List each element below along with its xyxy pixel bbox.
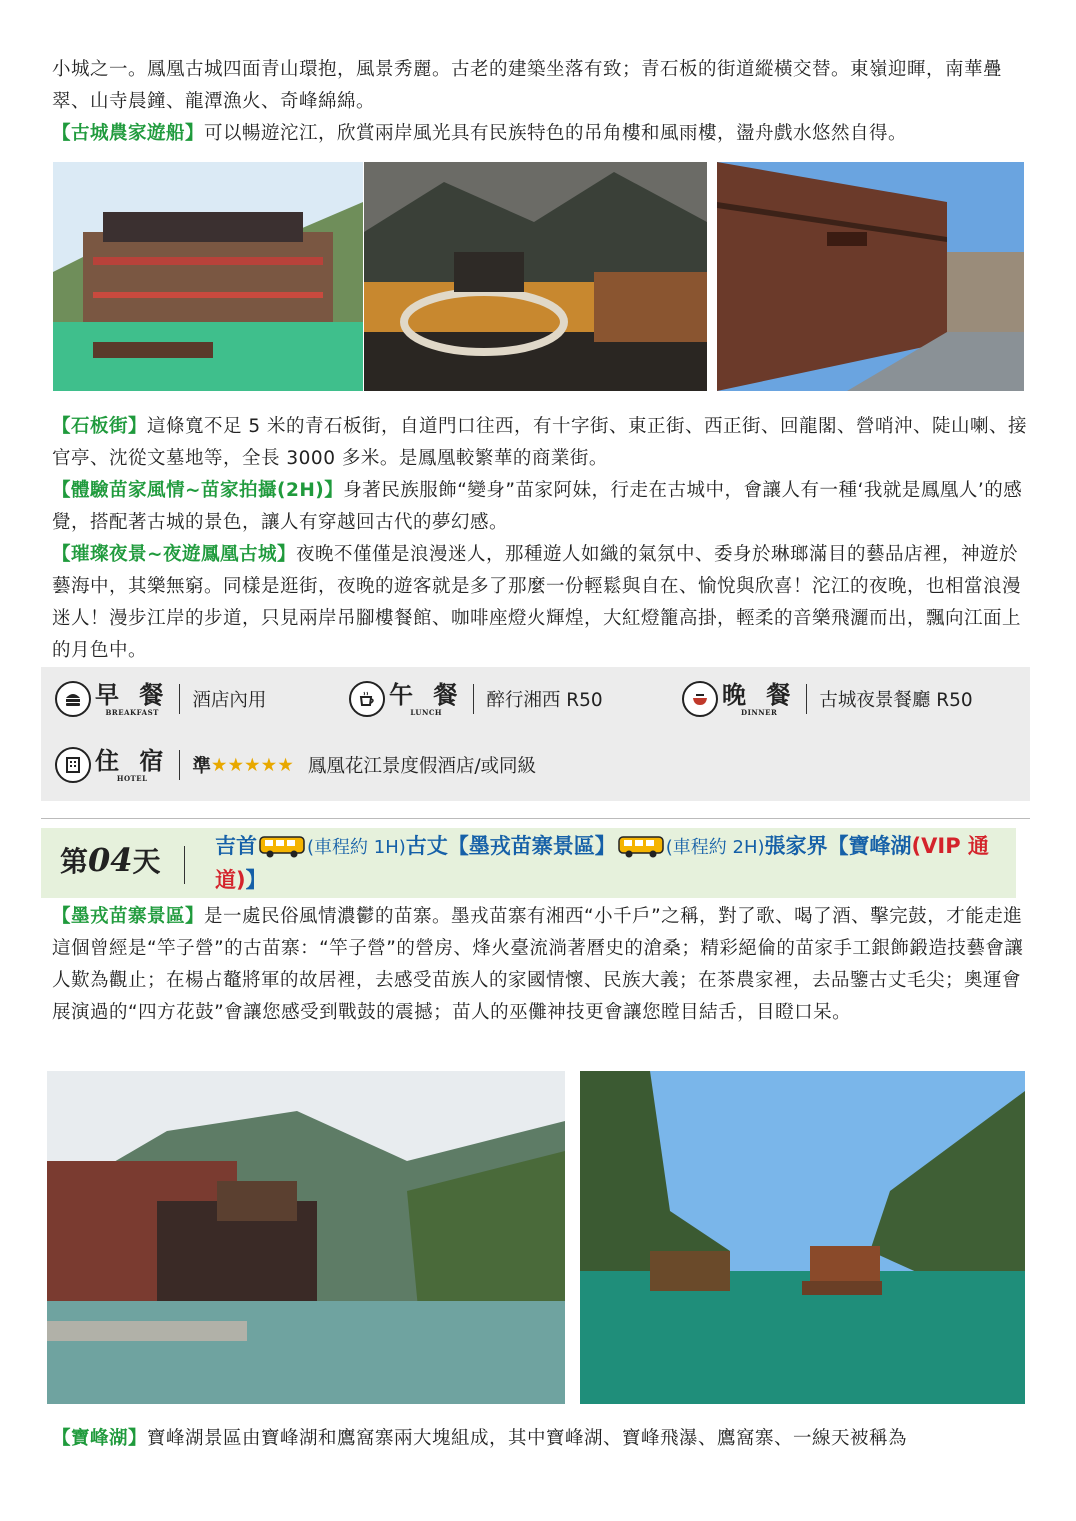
day-label	[60, 840, 161, 880]
meal-label-en: BREAKFAST	[105, 707, 159, 717]
meal-label: 午 餐	[389, 679, 464, 709]
day-label-pre: 第	[60, 845, 89, 878]
route-stop: 張家界【寶峰湖	[764, 834, 912, 858]
day-label-post: 天	[132, 845, 161, 878]
building-icon	[55, 747, 91, 783]
attractions-section	[52, 411, 1032, 667]
meal-value: 醉行湘西 R50	[486, 690, 603, 711]
hotel-name: 鳳凰花江景度假酒店/或同級	[307, 756, 537, 777]
burger-icon	[55, 681, 91, 717]
coffee-cup-icon	[349, 681, 385, 717]
route-stop: 古丈【墨戎苗寨景區】	[405, 834, 616, 858]
day4-paragraph	[52, 901, 1032, 1029]
attraction-text: 寶峰湖景區由寶峰湖和鷹窩寨兩大塊組成，其中寶峰湖、寶峰飛瀑、鷹窩寨、一線天被稱為	[147, 1428, 908, 1449]
bus-icon	[259, 835, 305, 859]
meal-label-en: LUNCH	[410, 707, 443, 717]
meal-dinner	[682, 681, 973, 717]
day-number: 04	[88, 841, 133, 879]
hotel-prefix: 準	[192, 756, 211, 777]
meal-breakfast	[55, 681, 266, 717]
baofeng-paragraph	[52, 1423, 1032, 1455]
attraction-title: 【體驗苗家風情~苗家拍攝(2H)】	[52, 480, 344, 501]
attraction-title: 【寶峰湖】	[52, 1428, 148, 1449]
meal-hotel	[55, 747, 536, 783]
boat-title: 【古城農家遊船】	[52, 123, 205, 144]
attraction-text: 這條寬不足 5 米的青石板街，自道門口往西，有十字街、東正街、西正街、回龍閣、營哨沖、陡山喇、接官亭、沈從文墓地等，全長 3000 多米。是鳳凰較繁華的商業街。	[52, 416, 1028, 469]
intro-text: 小城之一。鳳凰古城四面青山環抱，風景秀麗。古老的建築坐落有致；青石板的街道縱橫交替。東嶺迎暉，南華疊翠、山寺晨鐘、龍潭漁火、奇峰綿綿。	[52, 59, 1003, 112]
attraction-title: 【石板街】	[52, 416, 148, 437]
meal-label-en: HOTEL	[116, 773, 148, 783]
route-duration: (車程約 1H)	[307, 837, 406, 858]
bowl-icon	[682, 681, 718, 717]
section-divider	[41, 818, 1030, 819]
intro-paragraph	[52, 54, 1032, 150]
photo-mirong-village	[47, 1071, 565, 1404]
meal-value: 酒店內用	[192, 690, 267, 711]
meal-label: 早 餐	[95, 679, 170, 709]
day-route	[215, 830, 1015, 897]
photo-fenghuang-riverside	[53, 162, 363, 391]
attraction-text: 是一處民俗風情濃鬱的苗寨。墨戎苗寨有湘西“小千戶”之稱，對了歌、喝了酒、擊完鼓，才能走進這個曾經是“竿子營”的古苗寨：“竿子營”的營房、烽火臺流淌著曆史的滄桑；精彩絕倫的苗家手工銀飾鍛造技藝會讓人歎為觀止；在楊占鼇將軍的故居裡，去感受苗族人的家國情懷、民族大義；在茶農家裡，去品鑒古丈毛尖；奧運會展演過的“四方花鼓”會讓您感受到戰鼓的震撼；苗人的巫儺神技更會讓您瞠目結舌，目瞪口呆。	[52, 906, 1024, 1023]
boat-text: 可以暢遊沱江，欣賞兩岸風光具有民族特色的吊角樓和風雨樓，盪舟戲水悠然自得。	[204, 123, 908, 144]
photo-baofeng-lake	[580, 1071, 1025, 1404]
bus-icon	[618, 835, 664, 859]
meal-label: 晚 餐	[722, 679, 797, 709]
route-vip: (VIP 通道)	[215, 834, 989, 892]
attraction-title: 【璀璨夜景~夜遊鳳凰古城】	[52, 544, 297, 565]
meal-label-en: DINNER	[741, 707, 778, 717]
route-stop: 吉首	[215, 834, 257, 858]
route-bracket: 】	[245, 868, 267, 892]
meal-value: 古城夜景餐廳 R50	[819, 690, 973, 711]
meal-label: 住 宿	[95, 745, 170, 775]
attraction-text: 夜晚不僅僅是浪漫迷人，那種遊人如織的氣氛中、委身於琳瑯滿目的藝品店裡，神遊於藝海中，其樂無窮。同樣是逛街，夜晚的遊客就是多了那麼一份輕鬆與自在、愉悅與欣喜！沱江的夜晚，也相當浪漫迷人！漫步江岸的步道，只見兩岸吊腳樓餐館、咖啡座燈火輝煌，大紅燈籠高掛，輕柔的音樂飛灑而出，飄向江面上的月色中。	[52, 544, 1022, 661]
attraction-text: 身著民族服飾“變身”苗家阿妹，行走在古城中，會讓人有一種‘我就是鳳凰人’的感覺，搭配著古城的景色，讓人有穿越回古代的夢幻感。	[52, 480, 1023, 533]
photo-stone-street	[717, 162, 1024, 391]
photo-fenghuang-night-bridge	[364, 162, 707, 391]
attraction-title: 【墨戎苗寨景區】	[52, 906, 205, 927]
route-duration: (車程約 2H)	[665, 837, 765, 858]
meals-box	[41, 667, 1030, 801]
hotel-stars: ★★★★★	[210, 754, 294, 776]
meal-lunch	[349, 681, 603, 717]
